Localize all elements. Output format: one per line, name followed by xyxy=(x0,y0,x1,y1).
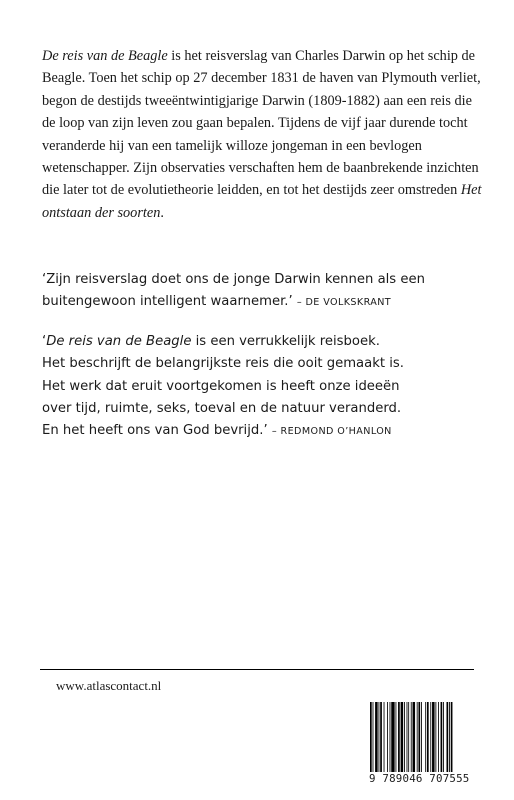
barcode-bar xyxy=(408,702,409,772)
barcode-bar xyxy=(413,702,416,772)
barcode-bar xyxy=(447,702,449,772)
back-cover-blurb xyxy=(42,45,482,224)
barcode-bar xyxy=(441,702,443,772)
barcode-bar xyxy=(418,702,420,772)
barcode-bar xyxy=(427,702,429,772)
barcode-bar xyxy=(432,702,435,772)
isbn-number: 9 789046 707555 xyxy=(369,772,470,785)
barcode-bar xyxy=(438,702,439,772)
blurb-text: is het reisverslag van Charles Darwin op het schip de Beagle. Toen het schip op 27 december 1831 de haven van Plymouth verliet, begon de destijds tweeëntwintigjarige Darwin (1809-1882) aan een reis die de loop van zijn leven zou gaan bepalen. Tijdens de vijf jaar durende tocht veranderde hij van een tamelijk willoze jongeman in een bevlogen wetenschapper. Zijn observaties verschaften hem de baanbrekende inzichten die later tot de evolutietheorie leidden, en tot het destijds zeer omstreden xyxy=(42,48,481,199)
blurb-origin-title: Het ontstaan der soorten xyxy=(42,182,482,221)
barcode-bar xyxy=(370,702,372,772)
quote-line: ‘Zijn reisverslag doet ons de jonge Darwin kennen als een xyxy=(42,272,425,287)
barcode-bar xyxy=(417,702,418,772)
barcode-bar xyxy=(401,702,404,772)
review-quote-ohanlon xyxy=(42,331,492,443)
barcode-bar xyxy=(390,702,391,772)
barcode-bar xyxy=(373,702,374,772)
barcode-bar xyxy=(379,702,380,772)
quote-source: – DE VOLKSKRANT xyxy=(296,297,392,309)
barcode-bar xyxy=(407,702,408,772)
blurb-end: . xyxy=(160,204,164,221)
quote-line: En het heeft ons van God bevrijd.’ – REDMOND O’HANLON xyxy=(42,423,392,439)
quote-line: over tijd, ruimte, seks, toeval en de natuur veranderd. xyxy=(42,400,402,416)
barcode-bar xyxy=(375,702,378,772)
barcode-bar xyxy=(380,702,382,772)
blurb-book-title: De reis van de Beagle xyxy=(42,48,168,64)
barcode-bar xyxy=(425,702,426,772)
quote-line: Het beschrijft de belangrijkste reis die ooit gemaakt is. xyxy=(42,356,404,372)
barcode-bar xyxy=(404,702,405,772)
quote-line: buitengewoon intelligent waarnemer.’ – DE VOLKSKRANT xyxy=(42,294,392,310)
divider xyxy=(40,669,474,670)
quote-line: Het werk dat eruit voortgekomen is heeft onze ideeën xyxy=(42,378,400,394)
barcode-bar xyxy=(396,702,397,772)
quote-line: ‘De reis van de Beagle is een verrukkelijk reisboek. xyxy=(42,334,380,349)
barcode-bar xyxy=(430,702,431,772)
barcode-bar xyxy=(411,702,412,772)
quote-book-title: De reis van de Beagle xyxy=(46,334,192,349)
barcode-bar xyxy=(449,702,450,772)
barcode-bar xyxy=(435,702,436,772)
isbn-barcode xyxy=(370,702,474,772)
barcode-bar xyxy=(384,702,385,772)
barcode-bar xyxy=(451,702,453,772)
review-quote-volkskrant xyxy=(42,269,492,315)
barcode-bar xyxy=(398,702,400,772)
barcode-bar xyxy=(443,702,444,772)
quote-source: – REDMOND O’HANLON xyxy=(271,426,392,438)
barcode-bar xyxy=(391,702,394,772)
barcode-bar xyxy=(421,702,422,772)
publisher-url: www.atlascontact.nl xyxy=(56,678,162,693)
barcode-bar xyxy=(387,702,388,772)
